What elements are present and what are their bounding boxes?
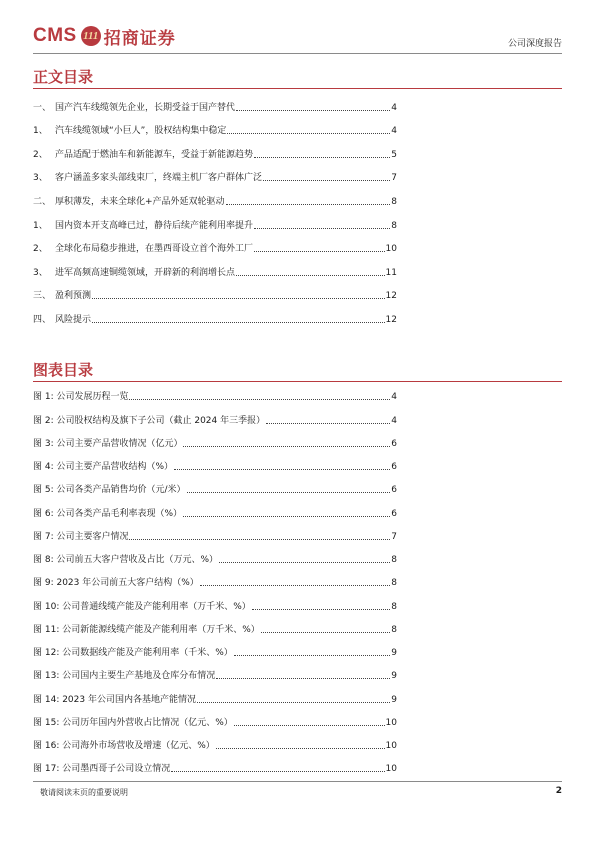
toc-entry-leader-dots	[236, 110, 390, 111]
chart-entry-title: 图 11: 公司新能源线缆产能及产能利用率（万千米、%）	[33, 624, 260, 635]
chart-entry-title: 图 8: 公司前五大客户营收及占比（万元、%）	[33, 555, 219, 565]
toc-title: 正文目录	[33, 68, 94, 86]
chart-entry-leader-dots	[234, 725, 385, 726]
toc-entry-leader-dots	[226, 204, 391, 205]
toc-entry-number: 三、	[33, 291, 52, 302]
chart-entry-title: 图 9: 2023 年公司前五大客户结构（%）	[33, 578, 199, 589]
chart-entry-leader-dots	[252, 609, 391, 610]
toc-entry-page: 8	[391, 196, 397, 207]
chart-entry-leader-dots	[183, 446, 390, 447]
toc-entry-page: 8	[391, 220, 397, 231]
chart-entry[interactable]	[33, 710, 397, 733]
chart-entry-title: 图 16: 公司海外市场营收及增速（亿元、%）	[33, 741, 215, 751]
chart-entry[interactable]	[33, 500, 397, 523]
chart-entry[interactable]	[33, 431, 397, 454]
chart-entry-title: 图 3: 公司主要产品营收情况（亿元）	[33, 438, 183, 449]
chart-entry[interactable]	[33, 454, 397, 477]
chart-entry-page: 6	[391, 462, 397, 472]
chart-entry-page: 6	[391, 508, 397, 519]
chart-entry-title: 图 17: 公司墨西哥子公司设立情况	[33, 764, 171, 775]
charts-title-divider	[33, 381, 562, 382]
toc-entry-leader-dots	[92, 322, 385, 323]
toc-entry-page: 12	[385, 314, 397, 325]
toc-entry-title: 盈利预测	[55, 291, 92, 302]
chart-entry[interactable]	[33, 617, 397, 640]
chart-entry-title: 图 15: 公司历年国内外营收占比情况（亿元、%）	[33, 717, 233, 728]
chart-entry-leader-dots	[219, 562, 390, 563]
chart-entry-leader-dots	[187, 492, 391, 493]
chart-entry-page: 9	[391, 648, 397, 658]
chart-entry[interactable]	[33, 477, 397, 500]
chart-entry[interactable]	[33, 756, 397, 779]
toc-entry-leader-dots	[254, 251, 385, 252]
chart-entry-page: 10	[385, 741, 397, 751]
document-type: 公司深度报告	[507, 39, 562, 49]
toc-entry-page: 10	[385, 244, 397, 255]
chart-entry-page: 8	[391, 555, 397, 565]
toc-entry-number: 3、	[33, 173, 48, 184]
chart-entry-title: 图 14: 2023 年公司国内各基地产能情况	[33, 694, 196, 705]
chart-entry[interactable]	[33, 593, 397, 616]
chart-entry-page: 8	[391, 624, 397, 635]
chart-entry-leader-dots	[197, 702, 390, 703]
toc-entry[interactable]	[33, 118, 397, 142]
chart-entry-leader-dots	[216, 748, 385, 749]
chart-entry-title: 图 7: 公司主要客户情况	[33, 531, 129, 542]
logo-seal-icon: 111	[81, 26, 101, 46]
chart-entry-title: 图 6: 公司各类产品毛利率表现（%）	[33, 508, 183, 519]
logo-text: CMS	[33, 25, 77, 46]
toc-entry-leader-dots	[227, 133, 390, 134]
header-divider	[33, 53, 562, 54]
toc-entry-page: 12	[385, 291, 397, 302]
toc-entry-leader-dots	[254, 228, 390, 229]
chart-entry-title: 图 4: 公司主要产品营收结构（%）	[33, 462, 174, 472]
chart-entry-leader-dots	[234, 655, 391, 656]
charts-title: 图表目录	[33, 361, 94, 379]
toc-entry-title: 进军高频高速铜缆领域，开辟新的利润增长点	[55, 267, 236, 278]
chart-entry[interactable]	[33, 640, 397, 663]
toc-entry-leader-dots	[263, 180, 390, 181]
toc-entry-number: 四、	[33, 314, 52, 325]
chart-entry-leader-dots	[129, 539, 390, 540]
footer-divider	[33, 781, 562, 782]
toc-list	[33, 94, 397, 330]
chart-entry-page: 6	[391, 438, 397, 449]
chart-entry-leader-dots	[171, 771, 384, 772]
toc-entry-page: 4	[391, 126, 397, 137]
toc-entry[interactable]	[33, 259, 397, 283]
page-header	[0, 0, 595, 56]
chart-entry[interactable]	[33, 733, 397, 756]
toc-entry-page: 11	[385, 267, 397, 278]
toc-entry[interactable]	[33, 236, 397, 260]
chart-entry[interactable]	[33, 384, 397, 407]
chart-entry[interactable]	[33, 547, 397, 570]
chart-entry-leader-dots	[200, 585, 390, 586]
chart-entry-title: 图 2: 公司股权结构及旗下子公司（截止 2024 年三季报）	[33, 415, 266, 426]
toc-entry-title: 国产汽车线缆领先企业，长期受益于国产替代	[55, 102, 236, 113]
toc-entry-title: 厚积薄发，未来全球化+产品外延双轮驱动	[55, 196, 225, 207]
chart-entry-title: 图 10: 公司普通线缆产能及产能利用率（万千米、%）	[33, 601, 251, 612]
chart-entry[interactable]	[33, 407, 397, 430]
chart-entry[interactable]	[33, 686, 397, 709]
toc-entry-leader-dots	[236, 275, 385, 276]
chart-entry-leader-dots	[261, 632, 391, 633]
toc-entry-page: 7	[391, 173, 397, 184]
chart-entry-leader-dots	[174, 469, 390, 470]
toc-entry-number: 1、	[33, 126, 48, 137]
toc-entry-title: 客户涵盖多家头部线束厂，终端主机厂客户群体广泛	[55, 173, 263, 184]
toc-entry-number: 3、	[33, 267, 48, 278]
chart-entry-title: 图 1: 公司发展历程一览	[33, 392, 129, 403]
chart-entry-leader-dots	[183, 516, 390, 517]
toc-entry-number: 二、	[33, 196, 52, 207]
toc-entry-title: 汽车线缆领域“小巨人”，股权结构集中稳定	[55, 126, 227, 137]
chart-entry-title: 图 5: 公司各类产品销售均价（元/米）	[33, 485, 186, 496]
toc-entry[interactable]	[33, 212, 397, 236]
chart-entry-page: 7	[391, 531, 397, 542]
toc-entry-page: 4	[391, 102, 397, 113]
charts-list	[33, 384, 397, 779]
chart-entry-title: 图 12: 公司数据线产能及产能利用率（千米、%）	[33, 648, 233, 658]
chart-entry-page: 10	[385, 717, 397, 728]
chart-entry-leader-dots	[216, 678, 390, 679]
chart-entry-page: 10	[385, 764, 397, 775]
chart-entry[interactable]	[33, 663, 397, 686]
toc-entry[interactable]	[33, 165, 397, 189]
chart-entry-page: 8	[391, 578, 397, 589]
toc-title-divider	[33, 88, 562, 89]
toc-entry[interactable]	[33, 283, 397, 307]
page-number: 2	[555, 786, 562, 796]
toc-entry-page: 5	[391, 149, 397, 160]
toc-entry-number: 1、	[33, 220, 48, 231]
chart-entry-page: 4	[391, 392, 397, 403]
chart-entry[interactable]	[33, 524, 397, 547]
chart-entry-leader-dots	[129, 399, 390, 400]
toc-entry[interactable]	[33, 306, 397, 330]
chart-entry-page: 9	[391, 694, 397, 705]
chart-entry[interactable]	[33, 570, 397, 593]
chart-entry-page: 6	[391, 485, 397, 496]
toc-entry-title: 国内资本开支高峰已过，静待后续产能利用率提升	[55, 220, 254, 231]
toc-entry-leader-dots	[254, 157, 390, 158]
toc-entry-number: 2、	[33, 244, 48, 255]
logo-chinese-name: 招商证券	[103, 28, 176, 49]
toc-entry-leader-dots	[92, 298, 385, 299]
toc-entry-title: 产品适配于燃油车和新能源车，受益于新能源趋势	[55, 149, 254, 160]
toc-entry[interactable]	[33, 188, 397, 212]
disclaimer-note: 敬请阅读末页的重要说明	[40, 788, 128, 797]
cms-logo	[33, 20, 176, 52]
chart-entry-page: 4	[391, 415, 397, 426]
chart-entry-leader-dots	[266, 423, 390, 424]
toc-entry[interactable]	[33, 94, 397, 118]
chart-entry-page: 8	[391, 601, 397, 612]
toc-entry[interactable]	[33, 141, 397, 165]
toc-entry-title: 全球化布局稳步推进，在墨西哥设立首个海外工厂	[55, 244, 254, 255]
toc-entry-number: 一、	[33, 102, 52, 113]
chart-entry-title: 图 13: 公司国内主要生产基地及仓库分布情况	[33, 671, 216, 682]
chart-entry-page: 9	[391, 671, 397, 682]
toc-entry-number: 2、	[33, 149, 48, 160]
toc-entry-title: 风险提示	[55, 314, 92, 325]
